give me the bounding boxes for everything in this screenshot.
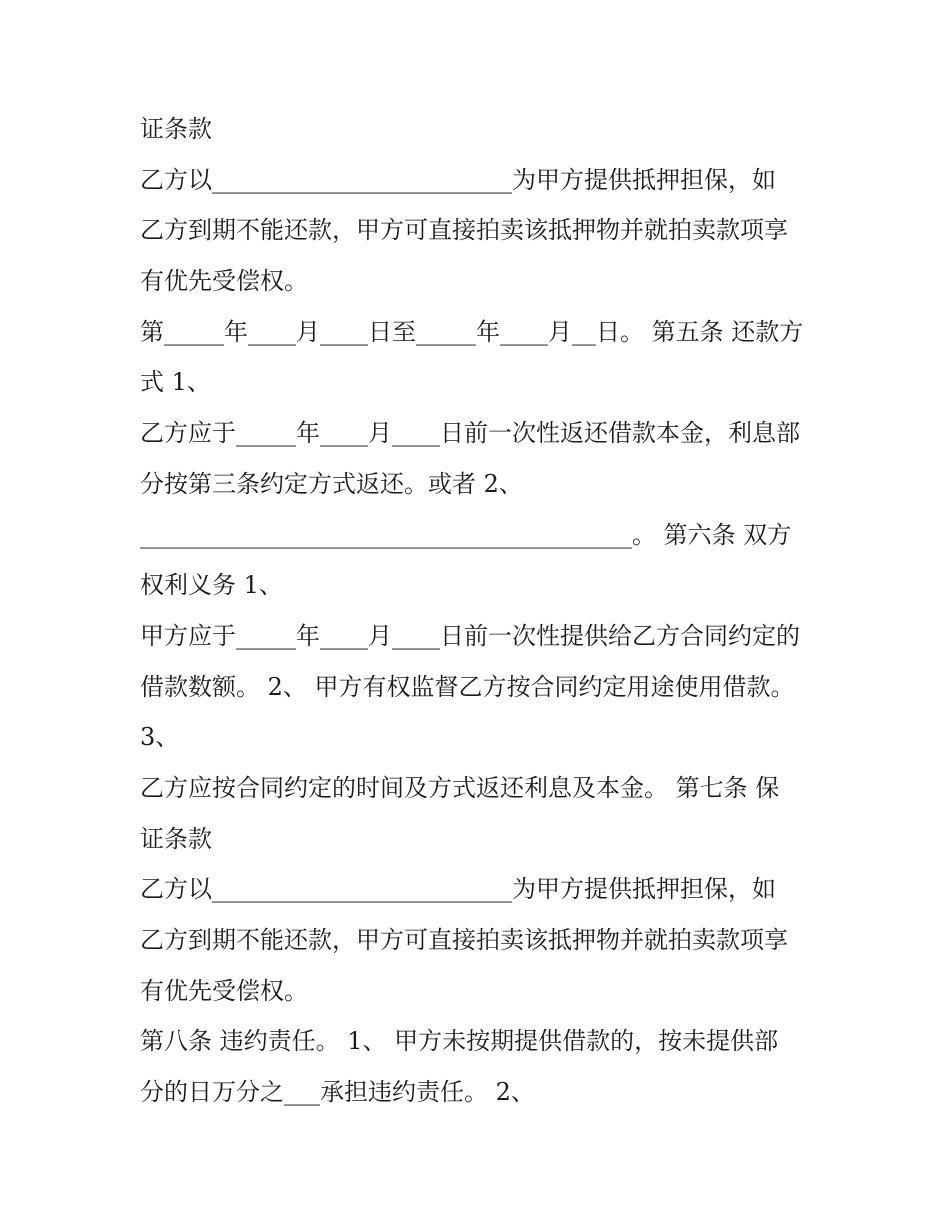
text-line <box>140 712 820 763</box>
text-line <box>140 459 820 510</box>
text-line <box>140 205 820 256</box>
document-body <box>140 104 820 1118</box>
text-line <box>140 611 820 662</box>
text-line <box>140 915 820 966</box>
text-line <box>140 966 820 1017</box>
line-text: 第八条 违约责任。 1、 甲方未按期提供借款的，按未提供部 <box>140 1027 779 1056</box>
line-text: 3、 <box>140 723 180 752</box>
text-line <box>140 256 820 307</box>
line-text: 乙方以_________________________为甲方提供抵押担保，如 <box>140 165 776 194</box>
line-text: 借款数额。 2、 甲方有权监督乙方按合同约定用途使用借款。 <box>140 672 795 701</box>
line-text: 有优先受偿权。 <box>140 976 308 1005</box>
text-line <box>140 560 820 611</box>
line-text: 乙方到期不能还款，甲方可直接拍卖该抵押物并就拍卖款项享 <box>140 926 788 954</box>
line-text: 证条款 <box>140 824 212 853</box>
line-text: _________________________________________。 第六条 双方 <box>140 520 792 549</box>
line-text: 乙方应按合同约定的时间及方式返还利息及本金。 第七条 保 <box>140 773 780 802</box>
text-line <box>140 864 820 915</box>
text-line <box>140 763 820 814</box>
text-line <box>140 357 820 408</box>
text-line <box>140 307 820 358</box>
line-text: 权利义务 1、 <box>140 571 283 600</box>
line-text: 分按第三条约定方式返还。或者 2、 <box>140 469 523 498</box>
text-line <box>140 662 820 713</box>
line-text: 乙方到期不能还款，甲方可直接拍卖该抵押物并就拍卖款项享 <box>140 216 788 245</box>
text-line <box>140 408 820 459</box>
text-line <box>140 510 820 561</box>
line-text: 证条款 <box>140 115 212 143</box>
text-line <box>140 1016 820 1067</box>
line-text: 分的日万分之___承担违约责任。 2、 <box>140 1078 535 1107</box>
line-text: 有优先受偿权。 <box>140 267 308 296</box>
text-line <box>140 104 820 155</box>
line-text: 乙方应于_____年____月____日前一次性返还借款本金，利息部 <box>140 419 800 448</box>
text-line <box>140 1067 820 1118</box>
line-text: 甲方应于_____年____月____日前一次性提供给乙方合同约定的 <box>140 621 800 650</box>
line-text: 式 1、 <box>140 368 211 397</box>
line-text: 乙方以_________________________为甲方提供抵押担保，如 <box>140 875 776 904</box>
text-line <box>140 814 820 865</box>
text-line <box>140 155 820 206</box>
line-text: 第_____年____月____日至_____年____月__日。 第五条 还款方 <box>140 317 804 346</box>
